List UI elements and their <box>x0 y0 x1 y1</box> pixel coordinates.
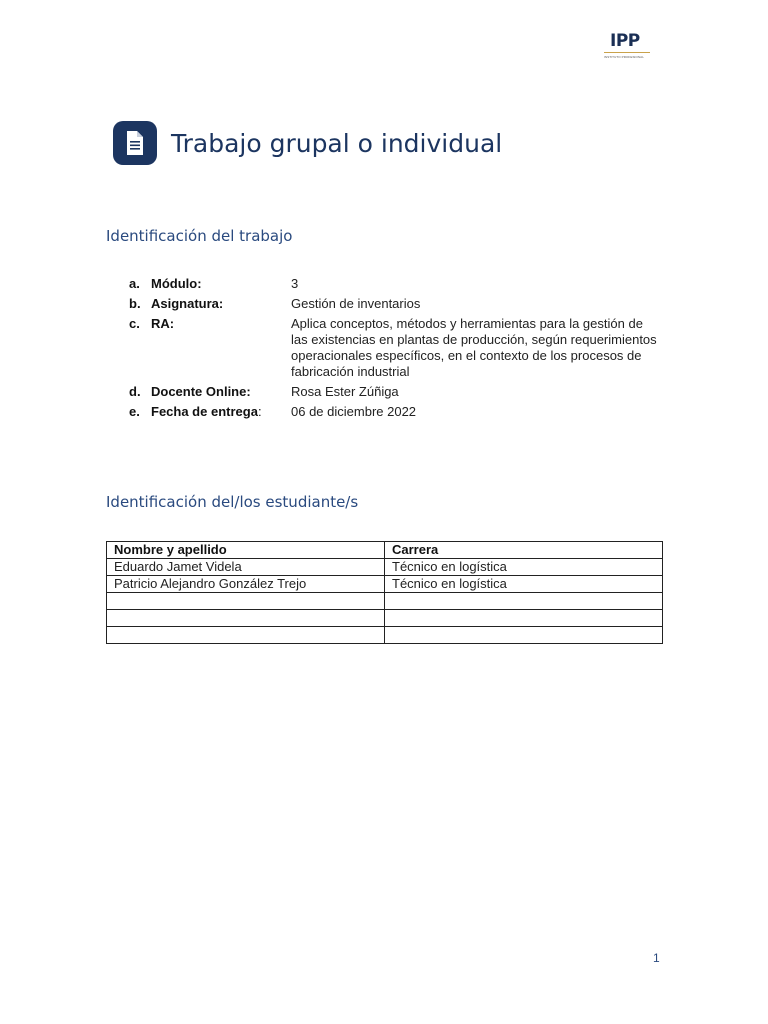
table-row <box>107 627 663 644</box>
item-label: RA: <box>151 316 175 331</box>
student-career-cell: Técnico en logística <box>385 559 663 576</box>
item-letter: b. <box>129 296 141 311</box>
item-letter: c. <box>129 316 140 331</box>
work-identification-heading: Identificación del trabajo <box>106 227 293 245</box>
page-number: 1 <box>653 951 660 965</box>
item-value: Rosa Ester Zúñiga <box>291 384 399 399</box>
logo-text: IPP <box>610 31 640 51</box>
logo-divider <box>604 52 650 53</box>
table-row <box>107 593 663 610</box>
item-label: Módulo: <box>151 276 202 291</box>
item-label: Docente Online: <box>151 384 251 399</box>
student-career-cell <box>385 610 663 627</box>
students-identification-heading: Identificación del/los estudiante/s <box>106 493 359 511</box>
item-letter: a. <box>129 276 140 291</box>
list-item-docente <box>129 384 669 400</box>
logo-subtitle: INSTITUTO PROFESIONAL <box>604 55 645 59</box>
list-item-ra <box>129 316 669 380</box>
item-value: Gestión de inventarios <box>291 296 421 311</box>
student-career-cell <box>385 627 663 644</box>
item-value: Aplica conceptos, métodos y herramientas para la gestión de las existencias en plantas de producción, según requerimientos operacionales específicos, en el contexto de los procesos de fabricación industrial <box>291 316 657 379</box>
student-name-cell <box>107 627 385 644</box>
item-letter: e. <box>129 404 140 419</box>
document-icon <box>113 121 157 165</box>
item-label: Fecha de entrega: <box>151 404 262 419</box>
list-item-fecha-entrega <box>129 404 669 420</box>
student-name-cell: Patricio Alejandro González Trejo <box>107 576 385 593</box>
list-item-modulo <box>129 276 669 292</box>
student-career-cell: Técnico en logística <box>385 576 663 593</box>
column-header-name: Nombre y apellido <box>107 542 385 559</box>
student-name-cell: Eduardo Jamet Videla <box>107 559 385 576</box>
work-details-list <box>129 276 669 419</box>
student-name-cell <box>107 610 385 627</box>
item-label: Asignatura: <box>151 296 224 311</box>
table-row <box>107 610 663 627</box>
item-value: 06 de diciembre 2022 <box>291 404 417 419</box>
item-value: 3 <box>291 276 299 291</box>
student-career-cell <box>385 593 663 610</box>
item-letter: d. <box>129 384 141 399</box>
table-header-row <box>107 542 663 559</box>
column-header-career: Carrera <box>385 542 663 559</box>
table-row <box>107 559 663 576</box>
student-name-cell <box>107 593 385 610</box>
list-item-asignatura <box>129 296 669 312</box>
table-row <box>107 576 663 593</box>
students-table <box>106 541 663 644</box>
ipp-logo <box>604 32 650 62</box>
page-title: Trabajo grupal o individual <box>171 129 503 158</box>
